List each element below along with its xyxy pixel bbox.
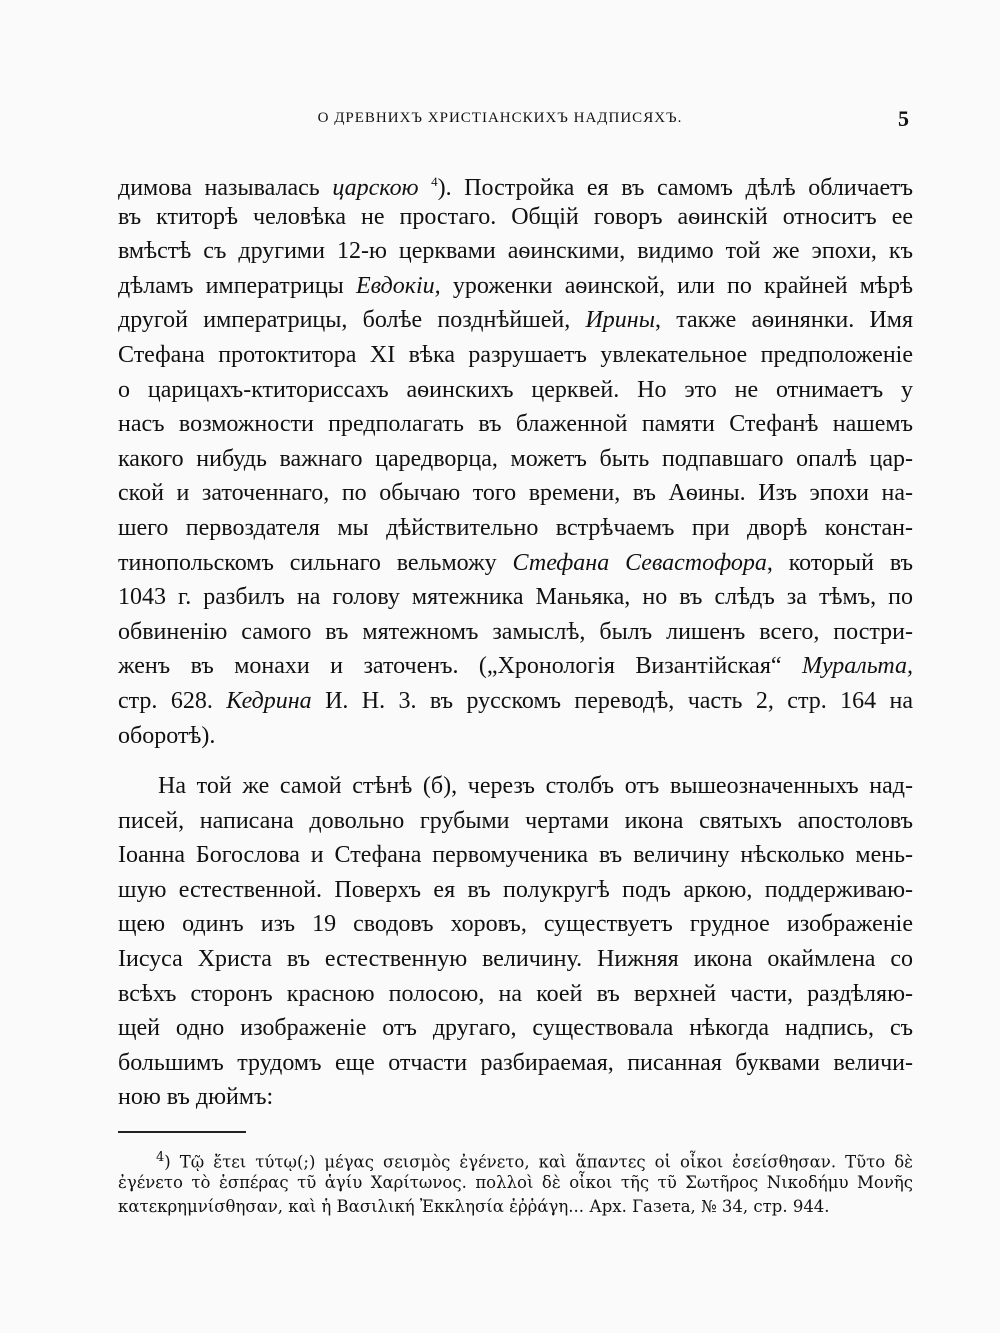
text-run: ской и заточеннаго, по обычаю того времени, въ Аѳины. Изъ эпохи на- <box>118 480 913 507</box>
text-run: димова называлась <box>118 175 333 201</box>
text-run: , также аѳинянки. Имя <box>654 307 913 334</box>
footnote-marker: 4 <box>156 1150 165 1165</box>
text-run: 1043 г. разбилъ на голову мятежника Маньяка, но въ слѣдъ за тѣмъ, по <box>118 584 913 611</box>
text-run: какого нибудь важнаго царедворца, можетъ быть подпавшаго опалѣ цар- <box>118 445 913 472</box>
text-line <box>118 235 913 267</box>
text-run: ) Τῷ ἔτει τύτῳ(;) μέγας σεισμὸς ἐγένετο, καὶ ἅπαντες οἱ οἶκοι ἐσείσθησαν. Τῦτο δὲ <box>164 1152 913 1172</box>
text-run: въ ктиторѣ человѣка не простаго. Общій говоръ аѳинскій относитъ ее <box>118 203 913 230</box>
text-line <box>118 943 913 975</box>
footnote-line <box>118 1147 913 1174</box>
italic-text: Кедрина <box>226 688 312 714</box>
text-run: И. Н. 3. въ русскомъ переводѣ, часть 2, стр. 164 на <box>311 688 914 714</box>
italic-text: Евдокіи, <box>356 272 441 299</box>
footnote-line <box>118 1196 913 1218</box>
text-line <box>118 304 913 336</box>
text-line <box>118 650 913 682</box>
text-line <box>118 1012 913 1044</box>
text-run: Іоанна Богослова и Стефана первомученика въ величину нѣсколько мень- <box>118 842 913 869</box>
text-line <box>118 770 913 802</box>
text-run: ною въ дюймъ: <box>118 1084 274 1111</box>
text-line <box>118 581 913 613</box>
footnote-divider <box>118 1131 246 1133</box>
italic-text: Ирины <box>585 307 655 334</box>
text-line <box>118 978 913 1010</box>
text-run: женъ въ монахи и заточенъ. („Хронологія Византійская“ <box>118 653 802 680</box>
text-run: На той же самой стѣнѣ (б), черезъ столбъ отъ вышеозначенныхъ над- <box>158 773 913 799</box>
text-line <box>118 547 913 579</box>
text-line <box>118 908 913 940</box>
text-line <box>118 443 913 475</box>
text-run: щею одинъ изъ 19 сводовъ хоровъ, существуетъ грудное изображеніе <box>118 911 913 938</box>
footnote-marker: 4 <box>431 174 438 189</box>
text-run: насъ возможности предполагать въ блаженной памяти Стефанѣ нашемъ <box>118 411 913 438</box>
text-run: тинопольскомъ сильнаго вельможу <box>118 549 513 576</box>
text-line <box>118 477 913 509</box>
page-number: 5 <box>898 106 909 131</box>
text-run: Іисуса Христа въ естественную величину. Нижняя икона окаймлена со <box>118 946 913 972</box>
text-line <box>118 720 913 752</box>
text-run: обвиненію самого въ мятежномъ замыслѣ, былъ лишенъ всего, постри- <box>118 618 913 645</box>
text-line <box>118 685 913 717</box>
text-line <box>118 374 913 406</box>
text-line <box>118 874 913 906</box>
text-run: всѣхъ сторонъ красною полосою, на коей въ верхней части, раздѣляю- <box>118 980 913 1007</box>
text-run: ἐγένετο τὸ ἑσπέρας τῦ ἁγίυ Χαρίτωνος. πολλοὶ δὲ οἶκοι τῆς τῦ Σωτῆρος Νικοδήμυ Μονῆς <box>118 1172 913 1192</box>
italic-text: Муральта, <box>801 653 913 680</box>
text-run: уроженки аѳинской, или по крайней мѣрѣ <box>440 272 913 299</box>
text-line <box>118 408 913 440</box>
text-line <box>118 1081 913 1113</box>
text-run: большимъ трудомъ еще отчасти разбираемая, писанная буквами величи- <box>118 1049 913 1076</box>
text-line <box>118 201 913 233</box>
text-line <box>118 166 914 201</box>
text-line <box>118 512 913 544</box>
footnote-line <box>118 1172 913 1194</box>
text-run: дѣламъ императрицы <box>118 272 356 299</box>
text-line <box>118 1047 913 1079</box>
text-run: шую естественной. Поверхъ ея въ полукругѣ подъ аркою, поддерживаю- <box>118 876 913 903</box>
text-line <box>118 805 913 837</box>
text-run: вмѣстѣ съ другими 12-ю церквами аѳинскими, видимо той же эпохи, къ <box>118 238 913 265</box>
text-run <box>419 175 432 201</box>
text-run: щей одно изображеніе отъ другаго, существовала нѣкогда надпись, съ <box>118 1015 913 1042</box>
italic-text: царскою <box>332 175 419 201</box>
text-line <box>118 616 913 648</box>
text-run: о царицахъ-ктиториссахъ аѳинскихъ церквей. Но это не отнимаетъ у <box>118 376 913 403</box>
text-line <box>118 839 913 871</box>
text-line <box>118 270 913 302</box>
text-run: шего первоздателя мы дѣйствительно встрѣчаемъ при дворѣ констан- <box>118 515 913 541</box>
text-run: другой императрицы, болѣе позднѣйшей, <box>118 307 586 334</box>
running-header: О ДРЕВНИХЪ ХРИСТІАНСКИХЪ НАДПИСЯХЪ. <box>317 110 683 126</box>
text-run: Стефана протоктитора XI вѣка разрушаетъ увлекательное предположеніе <box>118 342 913 368</box>
text-run: писей, написана довольно грубыми чертами икона святыхъ апостоловъ <box>118 807 913 834</box>
text-run: оборотѣ). <box>118 722 216 749</box>
text-run: , который въ <box>766 549 913 576</box>
text-line <box>118 339 913 371</box>
text-run: ). Постройка ея въ самомъ дѣлѣ обличаетъ <box>437 175 914 201</box>
text-run: стр. 628. <box>118 688 227 714</box>
text-run: κατεκρημνίσθησαν, καὶ ἡ Βασιλική Ἐκκλησία ἐῤῥάγη... Арх. Газета, № 34, стр. 944. <box>118 1197 830 1216</box>
italic-text: Стефана Севастофора <box>512 549 767 576</box>
